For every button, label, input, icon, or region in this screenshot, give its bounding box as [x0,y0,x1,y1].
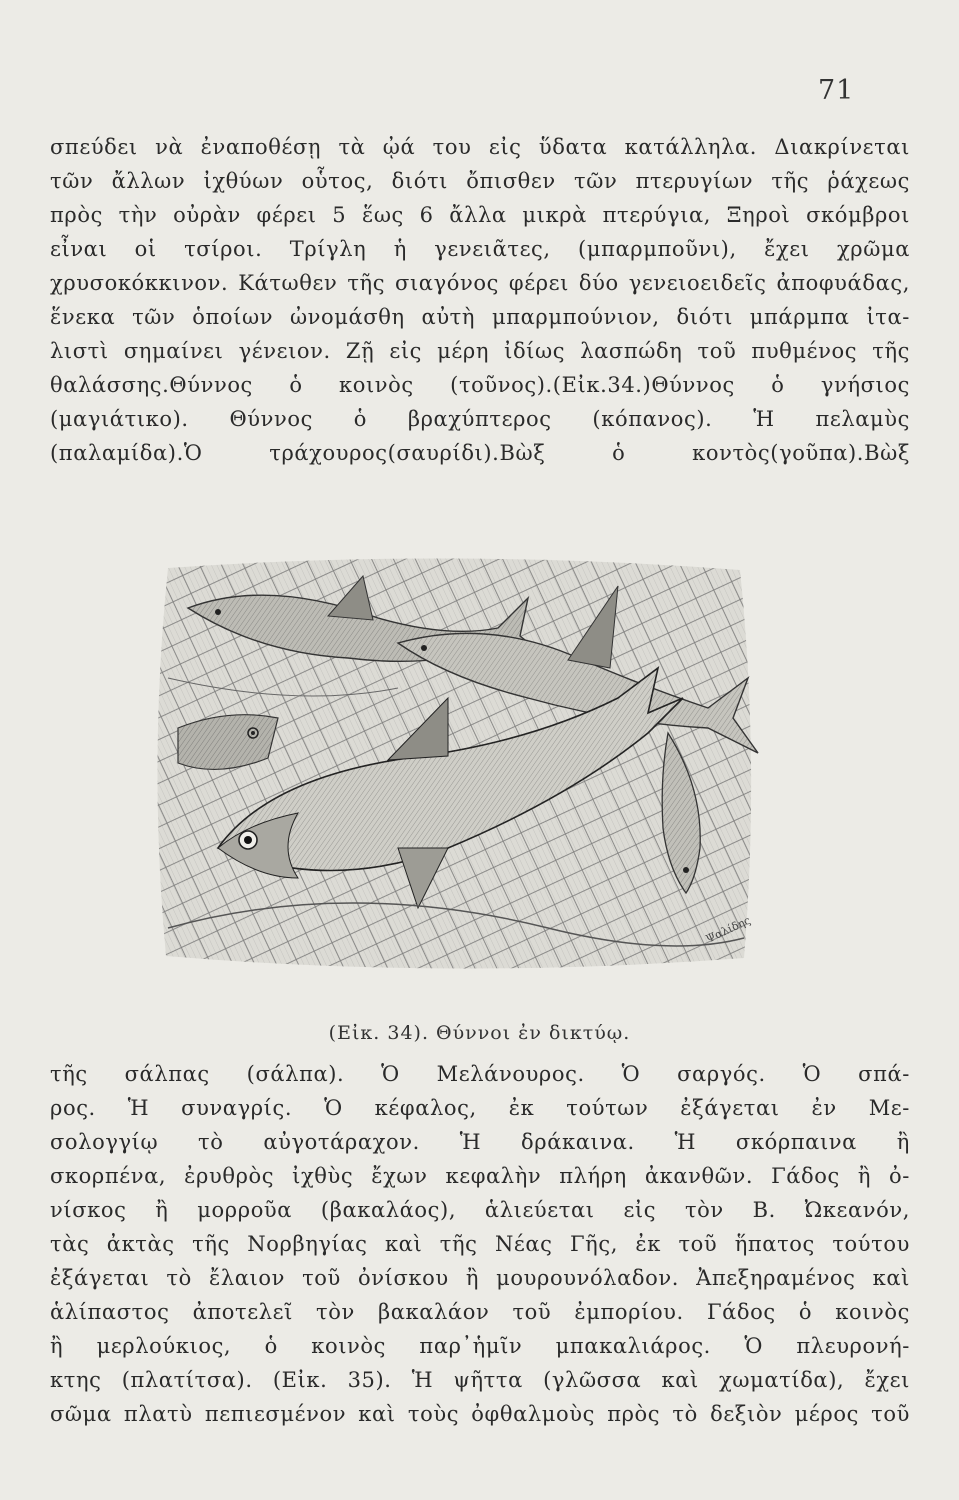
text-line: θαλάσσης.Θύννος ὁ κοινὸς (τοῦνος).(Εἰκ.34.)Θύννος ὁ γνήσιος [50,373,910,397]
text-line: τὰς ἀκτὰς τῆς Νορβηγίας καὶ τῆς Νέας Γῆς, ἐκ τοῦ ἥπατος τούτου [50,1232,910,1256]
text-line: χρυσοκόκκινον. Κάτωθεν τῆς σιαγόνος φέρει δύο γενειοειδεῖς ἀποφυάδας, [50,271,910,295]
text-line: κτης (πλατίτσα). (Εἰκ. 35). Ἡ ψῆττα (γλῶσσα καὶ χωματίδα), ἔχει [50,1368,910,1392]
figure-caption: (Εἰκ. 34). Θύννοι ἐν δικτύῳ. [328,1022,631,1044]
engraving-illustration [148,548,760,978]
text-line: ἁλίπαστος ἀποτελεῖ τὸν βακαλάον τοῦ ἐμπορίου. Γάδος ὁ κοινὸς [50,1300,910,1324]
text-line: ἐξάγεται τὸ ἔλαιον τοῦ ὀνίσκου ἢ μουρουνόλαδον. Ἀπεξηραμένος καὶ [50,1266,910,1290]
text-line: σπεύδει νὰ ἐναποθέσῃ τὰ ᾠά του εἰς ὕδατα κατάλληλα. Διακρίνεται [50,135,910,159]
text-line: (παλαμίδα).Ὁ τράχουρος(σαυρίδι).Βὼξ ὁ κοντὸς(γοῦπα).Βὼξ [50,441,910,465]
text-line: λιστὶ σημαίνει γένειον. Ζῇ εἰς μέρη ἰδίως λασπώδη τοῦ πυθμένος τῆς [50,339,910,363]
text-line: εἶναι οἱ τσίροι. Τρίγλη ἡ γενειᾶτες, (μπαρμποῦνι), ἔχει χρῶμα [50,237,910,261]
text-line: σκορπένα, ἐρυθρὸς ἰχθὺς ἔχων κεφαλὴν πλήρη ἀκανθῶν. Γάδος ἢ ὀ- [50,1164,910,1188]
figure-tuna-in-net [148,548,760,978]
text-line: ἕνεκα τῶν ὁποίων ὠνομάσθη αὐτὴ μπαρμπούνιον, διότι μπάρμπα ἰτα- [50,305,910,329]
text-block-top [50,130,910,470]
text-line: ρος. Ἡ συναγρίς. Ὁ κέφαλος, ἐκ τούτων ἐξάγεται ἐν Με- [50,1096,910,1120]
text-line: πρὸς τὴν οὐρὰν φέρει 5 ἕως 6 ἄλλα μικρὰ πτερύγια, Ξηροὶ σκόμβροι [50,203,910,227]
text-line: τῆς σάλπας (σάλπα). Ὁ Μελάνουρος. Ὁ σαργός. Ὁ σπά- [50,1062,910,1086]
text-block-bottom [50,1057,910,1431]
text-line: σῶμα πλατὺ πεπιεσμένον καὶ τοὺς ὀφθαλμοὺς πρὸς τὸ δεξιὸν μέρος τοῦ [50,1402,910,1426]
text-line: ἢ μερλούκιος, ὁ κοινὸς παρ᾽ἡμῖν μπακαλιάρος. Ὁ πλευρονή- [50,1334,910,1358]
text-line: (μαγιάτικο). Θύννος ὁ βραχύπτερος (κόπανος). Ἡ πελαμὺς [50,407,910,431]
text-line: τῶν ἄλλων ἰχθύων οὗτος, διότι ὄπισθεν τῶν πτερυγίων τῆς ῥάχεως [50,169,910,193]
text-line: σολογγίῳ τὸ αὐγοτάραχον. Ἡ δράκαινα. Ἡ σκόρπαινα ἢ [50,1130,910,1154]
engraver-signature: Ψαλίδης [703,913,753,946]
text-line: νίσκος ἢ μορροῦα (βακαλάος), ἁλιεύεται εἰς τὸν Β. Ὠκεανόν, [50,1198,910,1222]
page-number: 71 [818,75,855,106]
